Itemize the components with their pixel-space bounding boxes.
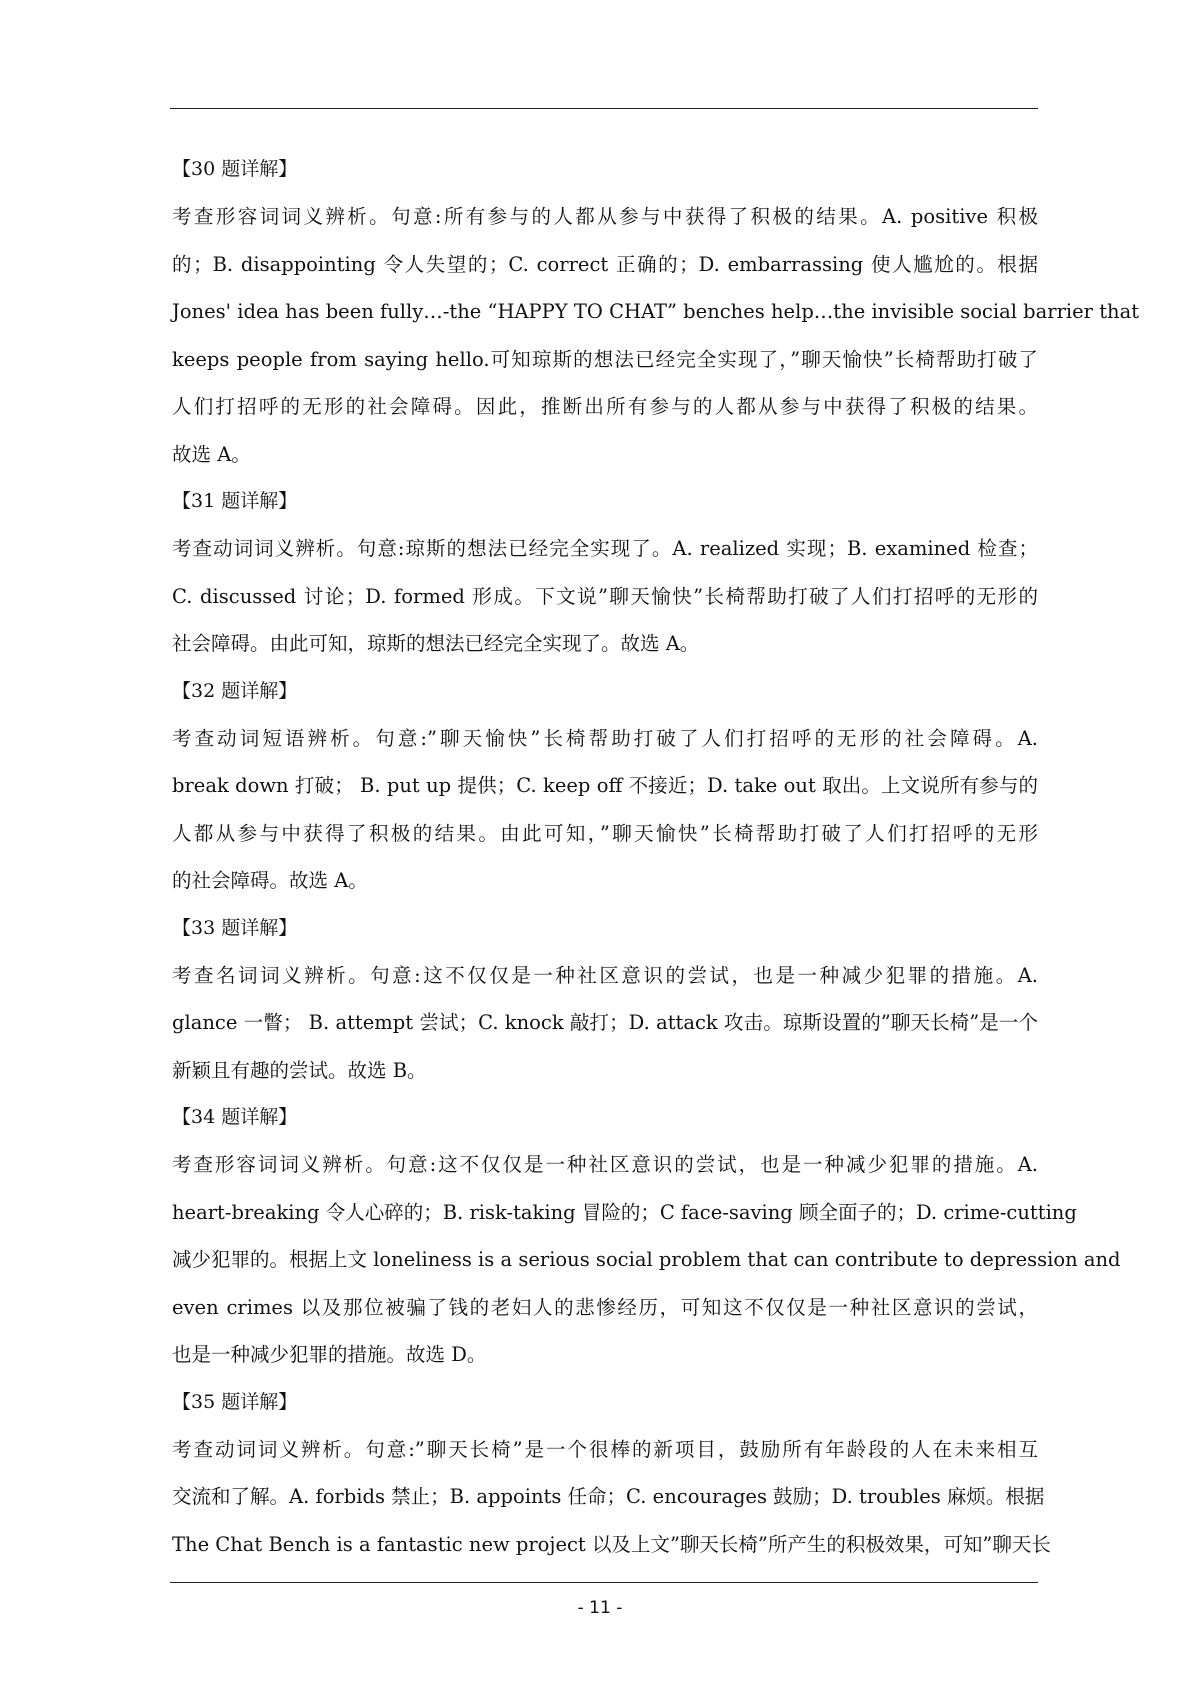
section-heading: 【32 题详解】 xyxy=(172,679,298,702)
paragraph-line: 故选 A。 xyxy=(172,442,251,466)
paragraph-line: 减少犯罪的。根据上文 loneliness is a serious social problem that can contribute to depression and xyxy=(172,1248,1121,1271)
paragraph-line: 人们打招呼的无形的社会障碍。因此，推断出所有参与的人都从参与中获得了积极的结果。 xyxy=(172,395,1038,418)
paragraph-line: 的；B. disappointing 令人失望的；C. correct 正确的；D. embarrassing 使人尴尬的。根据 xyxy=(172,252,1038,276)
paragraph-line: 考查动词词义辨析。句意:”聊天长椅”是一个很棒的新项目，鼓励所有年龄段的人在未来相互 xyxy=(172,1437,1038,1461)
document-body xyxy=(172,146,1140,1568)
page-number: - 11 - xyxy=(577,1598,623,1618)
section-heading: 【35 题详解】 xyxy=(172,1390,298,1413)
paragraph-line: even crimes 以及那位被骗了钱的老妇人的悲惨经历，可知这不仅仅是一种社区意识的尝试， xyxy=(172,1295,1038,1319)
paragraph-line: 考查名词词义辨析。句意:这不仅仅是一种社区意识的尝试，也是一种减少犯罪的措施。A. xyxy=(172,963,1038,987)
paragraph-line: 考查形容词词义辨析。句意:所有参与的人都从参与中获得了积极的结果。A. positive 积极 xyxy=(172,205,1038,228)
paragraph-line: The Chat Bench is a fantastic new project 以及上文”聊天长椅”所产生的积极效果，可知”聊天长 xyxy=(172,1532,1051,1556)
paragraph-line: 新颖且有趣的尝试。故选 B。 xyxy=(172,1058,427,1082)
paragraph-line: Jones' idea has been fully…-the “HAPPY TO CHAT” benches help…the invisible social barrier that xyxy=(172,300,1140,323)
section-31 xyxy=(172,478,1038,668)
paragraph-line: glance 一瞥； B. attempt 尝试；C. knock 敲打；D. attack 攻击。琼斯设置的”聊天长椅”是一个 xyxy=(172,1011,1038,1034)
paragraph-line: C. discussed 讨论；D. formed 形成。下文说”聊天愉快”长椅帮助打破了人们打招呼的无形的 xyxy=(172,584,1038,608)
section-heading: 【31 题详解】 xyxy=(172,490,298,512)
paragraph-line: keeps people from saying hello.可知琼斯的想法已经完全实现了，”聊天愉快”长椅帮助打破了 xyxy=(172,347,1038,371)
paragraph-line: 考查形容词词义辨析。句意:这不仅仅是一种社区意识的尝试，也是一种减少犯罪的措施。A. xyxy=(172,1153,1038,1176)
paragraph-line: 也是一种减少犯罪的措施。故选 D。 xyxy=(172,1343,487,1366)
section-heading: 【30 题详解】 xyxy=(172,158,298,180)
paragraph-line: break down 打破； B. put up 提供；C. keep off 不接近；D. take out 取出。上文说所有参与的 xyxy=(172,774,1038,797)
section-heading: 【34 题详解】 xyxy=(172,1106,298,1128)
section-34 xyxy=(172,1094,1121,1379)
section-33 xyxy=(172,905,1038,1095)
paragraph-line: heart-breaking 令人心碎的；B. risk-taking 冒险的；C face-saving 顾全面子的；D. crime-cutting xyxy=(172,1200,1077,1224)
paragraph-line: 的社会障碍。故选 A。 xyxy=(172,869,368,892)
paragraph-line: 人都从参与中获得了积极的结果。由此可知，”聊天愉快”长椅帮助打破了人们打招呼的无形 xyxy=(172,821,1038,845)
section-heading: 【33 题详解】 xyxy=(172,916,298,939)
section-30 xyxy=(172,146,1140,478)
section-32 xyxy=(172,668,1038,905)
footer-rule xyxy=(170,1582,1038,1583)
paragraph-line: 社会障碍。由此可知，琼斯的想法已经完全实现了。故选 A。 xyxy=(172,632,700,655)
paragraph-line: 交流和了解。A. forbids 禁止；B. appoints 任命；C. encourages 鼓励；D. troubles 麻烦。根据 xyxy=(172,1485,1045,1508)
paragraph-line: 考查动词词义辨析。句意:琼斯的想法已经完全实现了。A. realized 实现；B. examined 检查； xyxy=(172,537,1038,560)
section-35 xyxy=(172,1379,1051,1569)
header-rule xyxy=(170,108,1038,109)
paragraph-line: 考查动词短语辨析。句意:”聊天愉快”长椅帮助打破了人们打招呼的无形的社会障碍。A. xyxy=(172,726,1038,750)
